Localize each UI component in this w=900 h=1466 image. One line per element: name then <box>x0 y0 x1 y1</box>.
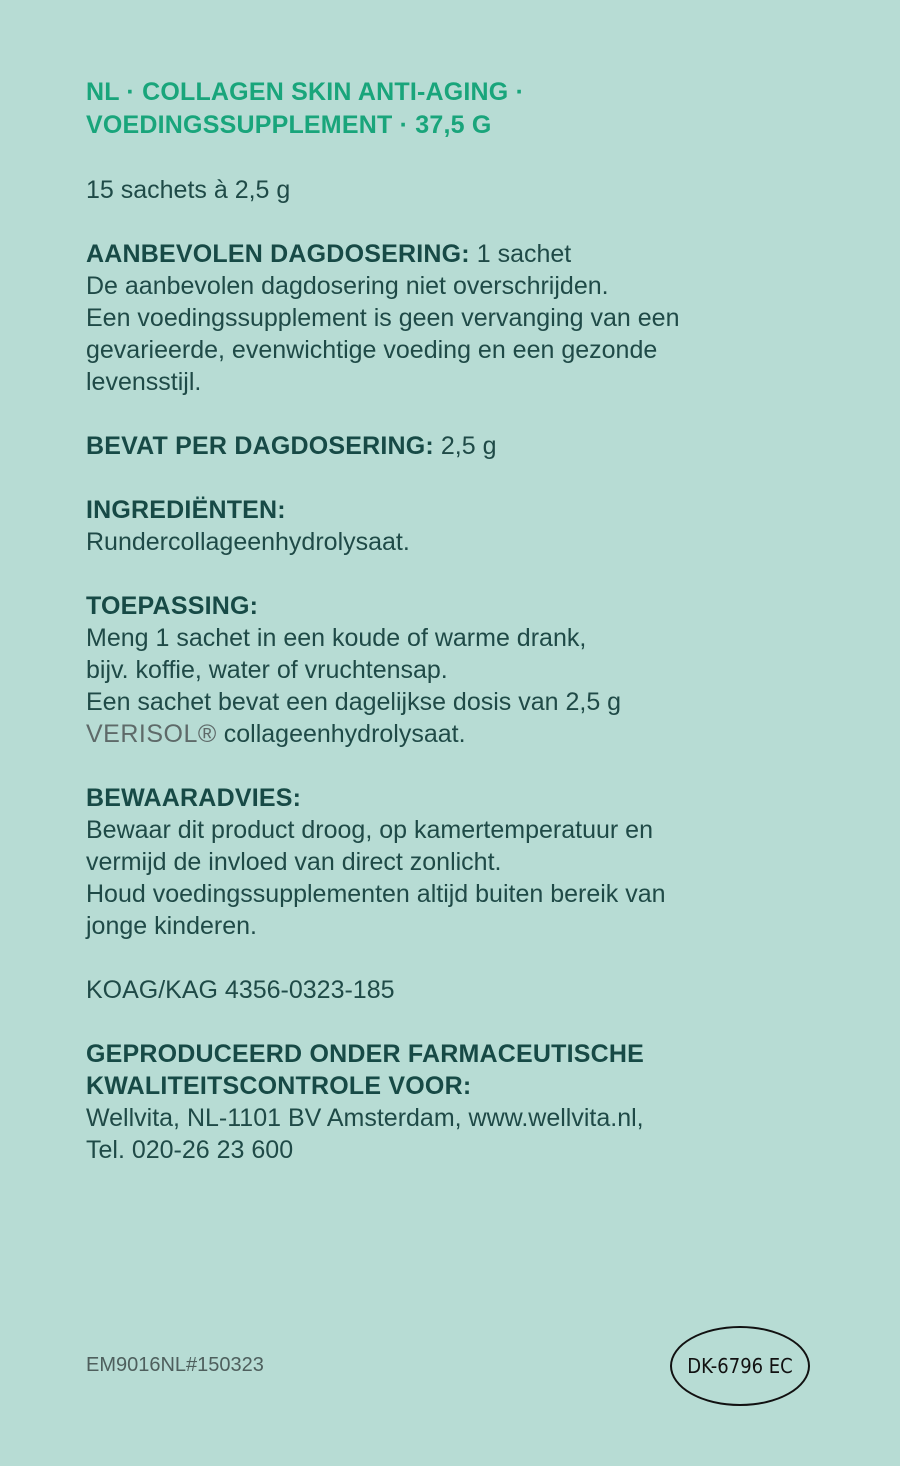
leaflet-content <box>86 76 806 1166</box>
storage-heading: BEWAARADVIES: <box>86 784 302 812</box>
storage-section <box>86 782 806 942</box>
usage-line: Een sachet bevat een dagelijkse dosis van 2,5 g <box>86 688 622 716</box>
manufacturer-phone: Tel. 020-26 23 600 <box>86 1136 294 1164</box>
manufacturer-section <box>86 1038 806 1166</box>
usage-line <box>86 718 806 750</box>
product-title <box>86 76 806 142</box>
usage-line-rest: collageenhydrolysaat. <box>216 720 466 748</box>
dosage-line: levensstijl. <box>86 368 202 396</box>
ingredients-section <box>86 494 806 558</box>
manufacturer-address: Wellvita, NL-1101 BV Amsterdam, www.wellvita.nl, <box>86 1104 644 1132</box>
per-dose-heading: BEVAT PER DAGDOSERING: <box>86 432 434 460</box>
manufacturer-heading-2: KWALITEITSCONTROLE VOOR: <box>86 1072 472 1100</box>
usage-line: Meng 1 sachet in een koude of warme drank, <box>86 624 587 652</box>
storage-line: vermijd de invloed van direct zonlicht. <box>86 848 502 876</box>
title-line-1: NL · COLLAGEN SKIN ANTI-AGING · <box>86 78 525 106</box>
verisol-brand: VERISOL® <box>86 720 217 748</box>
storage-line: Bewaar dit product droog, op kamertemperatuur en <box>86 816 653 844</box>
ec-mark-text: DK-6796 EC <box>687 1354 793 1378</box>
dosage-line: De aanbevolen dagdosering niet overschrijden. <box>86 272 609 300</box>
registration-number: KOAG/KAG 4356-0323-185 <box>86 976 395 1004</box>
usage-section <box>86 590 806 750</box>
ingredients-text: Rundercollageenhydrolysaat. <box>86 528 410 556</box>
dosage-line: gevarieerde, evenwichtige voeding en een gezonde <box>86 336 658 364</box>
per-dose-value: 2,5 g <box>433 432 497 460</box>
usage-line: bijv. koffie, water of vruchtensap. <box>86 656 448 684</box>
batch-code: EM9016NL#150323 <box>86 1354 264 1376</box>
package-contents: 15 sachets à 2,5 g <box>86 176 291 204</box>
per-dose-section <box>86 430 806 462</box>
manufacturer-heading-1: GEPRODUCEERD ONDER FARMACEUTISCHE <box>86 1040 645 1068</box>
ingredients-heading: INGREDIËNTEN: <box>86 496 286 524</box>
dosage-line: Een voedingssupplement is geen vervanging van een <box>86 304 680 332</box>
storage-line: Houd voedingssupplementen altijd buiten bereik van <box>86 880 666 908</box>
storage-line: jonge kinderen. <box>86 912 257 940</box>
usage-heading: TOEPASSING: <box>86 592 259 620</box>
dosage-value: 1 sachet <box>469 240 572 268</box>
dosage-section <box>86 238 806 398</box>
title-line-2: VOEDINGSSUPPLEMENT · 37,5 G <box>86 111 492 139</box>
ec-identification-mark <box>670 1326 810 1406</box>
dosage-heading: AANBEVOLEN DAGDOSERING: <box>86 240 470 268</box>
